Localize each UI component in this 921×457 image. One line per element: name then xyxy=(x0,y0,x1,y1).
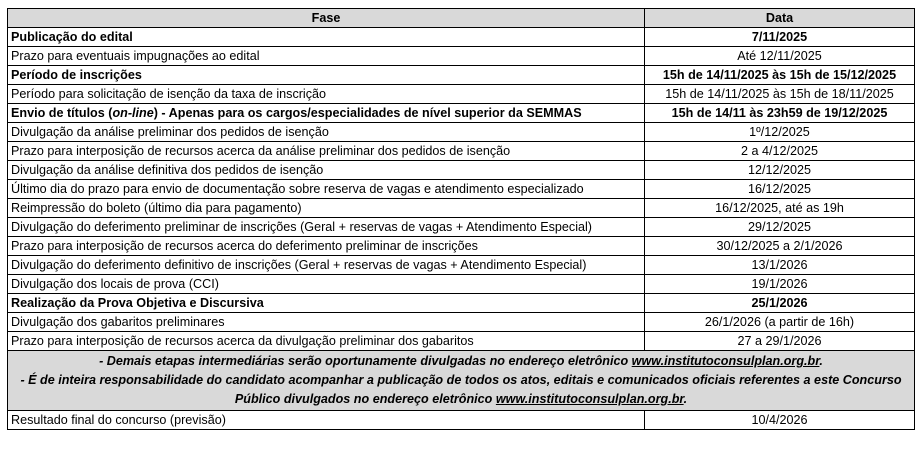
date-cell: 12/12/2025 xyxy=(645,161,915,180)
table-row-final xyxy=(8,411,915,430)
table-row xyxy=(8,142,915,161)
table-row xyxy=(8,85,915,104)
schedule-table xyxy=(7,8,915,430)
website-link-1[interactable]: www.institutoconsulplan.org.br xyxy=(631,354,820,368)
date-cell: 30/12/2025 a 2/1/2026 xyxy=(645,237,915,256)
table-row xyxy=(8,123,915,142)
date-cell: 16/12/2025 xyxy=(645,180,915,199)
date-cell: 1º/12/2025 xyxy=(645,123,915,142)
date-cell: 16/12/2025, até as 19h xyxy=(645,199,915,218)
table-row xyxy=(8,180,915,199)
phase-cell: Período para solicitação de isenção da taxa de inscrição xyxy=(8,85,645,104)
date-cell: Até 12/11/2025 xyxy=(645,47,915,66)
phase-cell: Publicação do edital xyxy=(8,28,645,47)
date-cell: 15h de 14/11/2025 às 15h de 18/11/2025 xyxy=(645,85,915,104)
table-row xyxy=(8,256,915,275)
date-cell: 29/12/2025 xyxy=(645,218,915,237)
note-line-1 xyxy=(12,352,910,371)
date-cell: 7/11/2025 xyxy=(645,28,915,47)
date-cell: 25/1/2026 xyxy=(645,294,915,313)
phase-text-post: ) - Apenas para os cargos/especialidades de nível superior da SEMMAS xyxy=(153,106,582,120)
table-row xyxy=(8,332,915,351)
table-row xyxy=(8,66,915,85)
phase-cell: Realização da Prova Objetiva e Discursiva xyxy=(8,294,645,313)
note-2-end: . xyxy=(683,392,688,406)
phase-cell: Prazo para eventuais impugnações ao edital xyxy=(8,47,645,66)
phase-cell: Divulgação dos gabaritos preliminares xyxy=(8,313,645,332)
table-row xyxy=(8,28,915,47)
header-row xyxy=(8,9,915,28)
table-row xyxy=(8,199,915,218)
phase-cell: Divulgação dos locais de prova (CCI) xyxy=(8,275,645,294)
phase-cell: Divulgação do deferimento preliminar de inscrições (Geral + reservas de vagas + Atendimento Especial) xyxy=(8,218,645,237)
date-cell: 13/1/2026 xyxy=(645,256,915,275)
phase-text-italic: on-line xyxy=(112,106,154,120)
phase-cell: Período de inscrições xyxy=(8,66,645,85)
table-row xyxy=(8,294,915,313)
phase-cell: Prazo para interposição de recursos acerca da análise preliminar dos pedidos de isenção xyxy=(8,142,645,161)
date-cell: 19/1/2026 xyxy=(645,275,915,294)
phase-cell: Resultado final do concurso (previsão) xyxy=(8,411,645,430)
note-1-end: . xyxy=(819,354,823,368)
phase-cell: Divulgação da análise definitiva dos pedidos de isenção xyxy=(8,161,645,180)
phase-cell: Prazo para interposição de recursos acerca do deferimento preliminar de inscrições xyxy=(8,237,645,256)
date-cell: 2 a 4/12/2025 xyxy=(645,142,915,161)
header-date: Data xyxy=(645,9,915,28)
date-cell: 10/4/2026 xyxy=(645,411,915,430)
phase-cell: Divulgação da análise preliminar dos pedidos de isenção xyxy=(8,123,645,142)
header-phase: Fase xyxy=(8,9,645,28)
date-cell: 26/1/2026 (a partir de 16h) xyxy=(645,313,915,332)
phase-cell xyxy=(8,104,645,123)
table-row xyxy=(8,275,915,294)
table-row xyxy=(8,218,915,237)
note-1-text: - Demais etapas intermediárias serão oportunamente divulgadas no endereço eletrônico xyxy=(99,354,632,368)
note-line-2 xyxy=(12,371,910,409)
phase-cell: Prazo para interposição de recursos acerca da divulgação preliminar dos gabaritos xyxy=(8,332,645,351)
note-cell xyxy=(8,351,915,411)
date-cell: 27 a 29/1/2026 xyxy=(645,332,915,351)
phase-cell: Último dia do prazo para envio de documentação sobre reserva de vagas e atendimento especializado xyxy=(8,180,645,199)
table-row xyxy=(8,313,915,332)
table-row xyxy=(8,104,915,123)
website-link-2[interactable]: www.institutoconsulplan.org.br xyxy=(495,392,684,406)
note-2-text: - É de inteira responsabilidade do candidato acompanhar a publicação de todos os atos, editais e comunicados oficiais referentes a este Concurso Público divulgados no endereço eletrônico xyxy=(20,373,902,406)
table-row xyxy=(8,237,915,256)
table-row xyxy=(8,161,915,180)
phase-cell: Divulgação do deferimento definitivo de inscrições (Geral + reservas de vagas + Atendimento Especial) xyxy=(8,256,645,275)
phase-cell: Reimpressão do boleto (último dia para pagamento) xyxy=(8,199,645,218)
table-row xyxy=(8,47,915,66)
phase-text-pre: Envio de títulos ( xyxy=(11,106,113,120)
note-row xyxy=(8,351,915,411)
date-cell: 15h de 14/11/2025 às 15h de 15/12/2025 xyxy=(645,66,915,85)
date-cell: 15h de 14/11 às 23h59 de 19/12/2025 xyxy=(645,104,915,123)
